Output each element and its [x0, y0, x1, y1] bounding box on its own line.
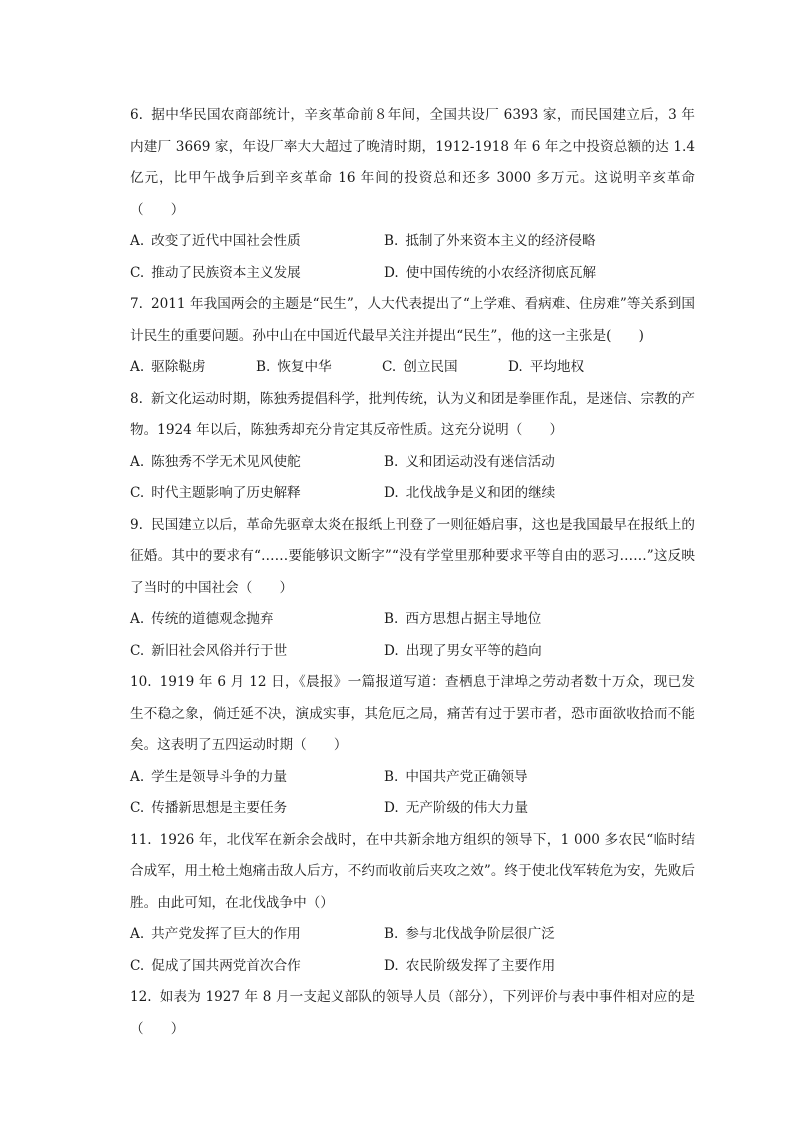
- option-b[interactable]: B. 抵制了外来资本主义的经济侵略: [384, 233, 596, 249]
- option-b[interactable]: B. 义和团运动没有迷信活动: [384, 453, 555, 470]
- question-text: 新文化运动时期，陈独秀提倡科学，批判传统，认为义和团是拳匪作乱，是迷信、宗教的产物。1924 年以后，陈独秀却充分肯定其反帝性质。这充分说明（ ）: [130, 390, 695, 438]
- question-number: 11.: [130, 831, 152, 848]
- question-number: 6.: [130, 107, 143, 123]
- question-7: [130, 289, 695, 384]
- question-9: [130, 510, 695, 668]
- option-b[interactable]: B. 西方思想占据主导地位: [384, 611, 542, 627]
- question-8: [130, 384, 695, 510]
- option-a[interactable]: A. 陈独秀不学无术见风使舵: [130, 453, 301, 470]
- question-stem: [130, 667, 695, 762]
- option-c[interactable]: C. 创立民国: [382, 359, 458, 375]
- options-list: [130, 919, 695, 982]
- question-text: 1926 年，北伐军在新余会战时，在中共新余地方组织的领导下，1 000 多农民“临时结合成军，用土枪土炮痛击敌人后方，不约而收前后夹攻之效”。终于使北伐军转危为安，先败后胜。由此可知，在北伐战争中（）: [130, 831, 695, 911]
- options-list: [130, 762, 695, 825]
- question-number: 9.: [130, 516, 143, 533]
- question-number: 12.: [130, 989, 152, 1005]
- option-d[interactable]: D. 无产阶级的伟大力量: [384, 800, 529, 816]
- question-text: 据中华民国农商部统计，辛亥革命前８年间，全国共设厂 6393 家，而民国建立后，3 年内建厂 3669 家，年设厂率大大超过了晚清时期，1912-1918 年 6 年之中投资总额的达 1.4 亿元，比甲午战争后到辛亥革命 16 年间的投资总和还多 3000 多万元。这说明辛亥革命（ ）: [130, 107, 695, 218]
- option-b[interactable]: B. 参与北伐战争阶层很广泛: [384, 926, 555, 942]
- option-c[interactable]: C. 推动了民族资本主义发展: [130, 264, 301, 281]
- question-text: 如表为 1927 年 8 月一支起义部队的领导人员（部分），下列评价与表中事件相对应的是（ ）: [130, 989, 695, 1037]
- question-number: 10.: [130, 674, 152, 690]
- question-number: 7.: [130, 296, 143, 312]
- question-10: [130, 667, 695, 825]
- question-11: [130, 825, 695, 983]
- question-12: [130, 982, 695, 1045]
- option-a[interactable]: A. 传统的道德观念抛弃: [130, 611, 274, 627]
- option-b[interactable]: B. 中国共产党正确领导: [384, 768, 528, 785]
- option-c[interactable]: C. 时代主题影响了历史解释: [130, 485, 301, 501]
- question-text: 民国建立以后，革命先驱章太炎在报纸上刊登了一则征婚启事，这也是我国最早在报纸上的征婚。其中的要求有“……要能够识文断字”“没有学堂里那种要求平等自由的恶习……”这反映了当时的中国社会（ ）: [130, 516, 695, 596]
- options-list: [130, 604, 695, 667]
- question-stem: [130, 100, 695, 226]
- question-stem: [130, 982, 695, 1045]
- options-list: [130, 226, 695, 289]
- option-d[interactable]: D. 使中国传统的小农经济彻底瓦解: [384, 264, 597, 281]
- question-6: [130, 100, 695, 289]
- question-stem: [130, 825, 695, 920]
- option-a[interactable]: A. 驱除鞑虏: [130, 359, 206, 375]
- question-text: 1919 年 6 月 12 日，《晨报》一篇报道写道：查栖息于津埠之劳动者数十万众，现已发生不稳之象，倘迁延不决，演成实事，其危厄之局，痛苦有过于罢市者，恐市面欲收拾而不能矣。这表明了五四运动时期（ ）: [130, 674, 695, 753]
- option-d[interactable]: D. 农民阶级发挥了主要作用: [384, 957, 556, 974]
- option-a[interactable]: A. 共产党发挥了巨大的作用: [130, 926, 301, 942]
- option-c[interactable]: C. 传播新思想是主要任务: [130, 800, 288, 816]
- options-list: [130, 352, 695, 384]
- option-a[interactable]: A. 改变了近代中国社会性质: [130, 233, 301, 249]
- exam-page: [130, 100, 695, 1045]
- option-d[interactable]: D. 北伐战争是义和团的继续: [384, 485, 556, 501]
- options-list: [130, 447, 695, 510]
- question-number: 8.: [130, 390, 143, 407]
- option-b[interactable]: B. 恢复中华: [256, 359, 332, 375]
- option-a[interactable]: A. 学生是领导斗争的力量: [130, 768, 288, 785]
- option-c[interactable]: C. 促成了国共两党首次合作: [130, 957, 301, 974]
- option-d[interactable]: D. 平均地权: [508, 359, 585, 375]
- question-stem: [130, 510, 695, 605]
- option-d[interactable]: D. 出现了男女平等的趋向: [384, 642, 542, 659]
- option-c[interactable]: C. 新旧社会风俗并行于世: [130, 642, 288, 659]
- question-stem: [130, 384, 695, 447]
- question-text: 2011 年我国两会的主题是“民生”，人大代表提出了“上学难、看病难、住房难”等关系到国计民生的重要问题。孙中山在中国近代最早关注并提出“民生”，他的这一主张是( ): [130, 296, 695, 344]
- question-stem: [130, 289, 695, 352]
